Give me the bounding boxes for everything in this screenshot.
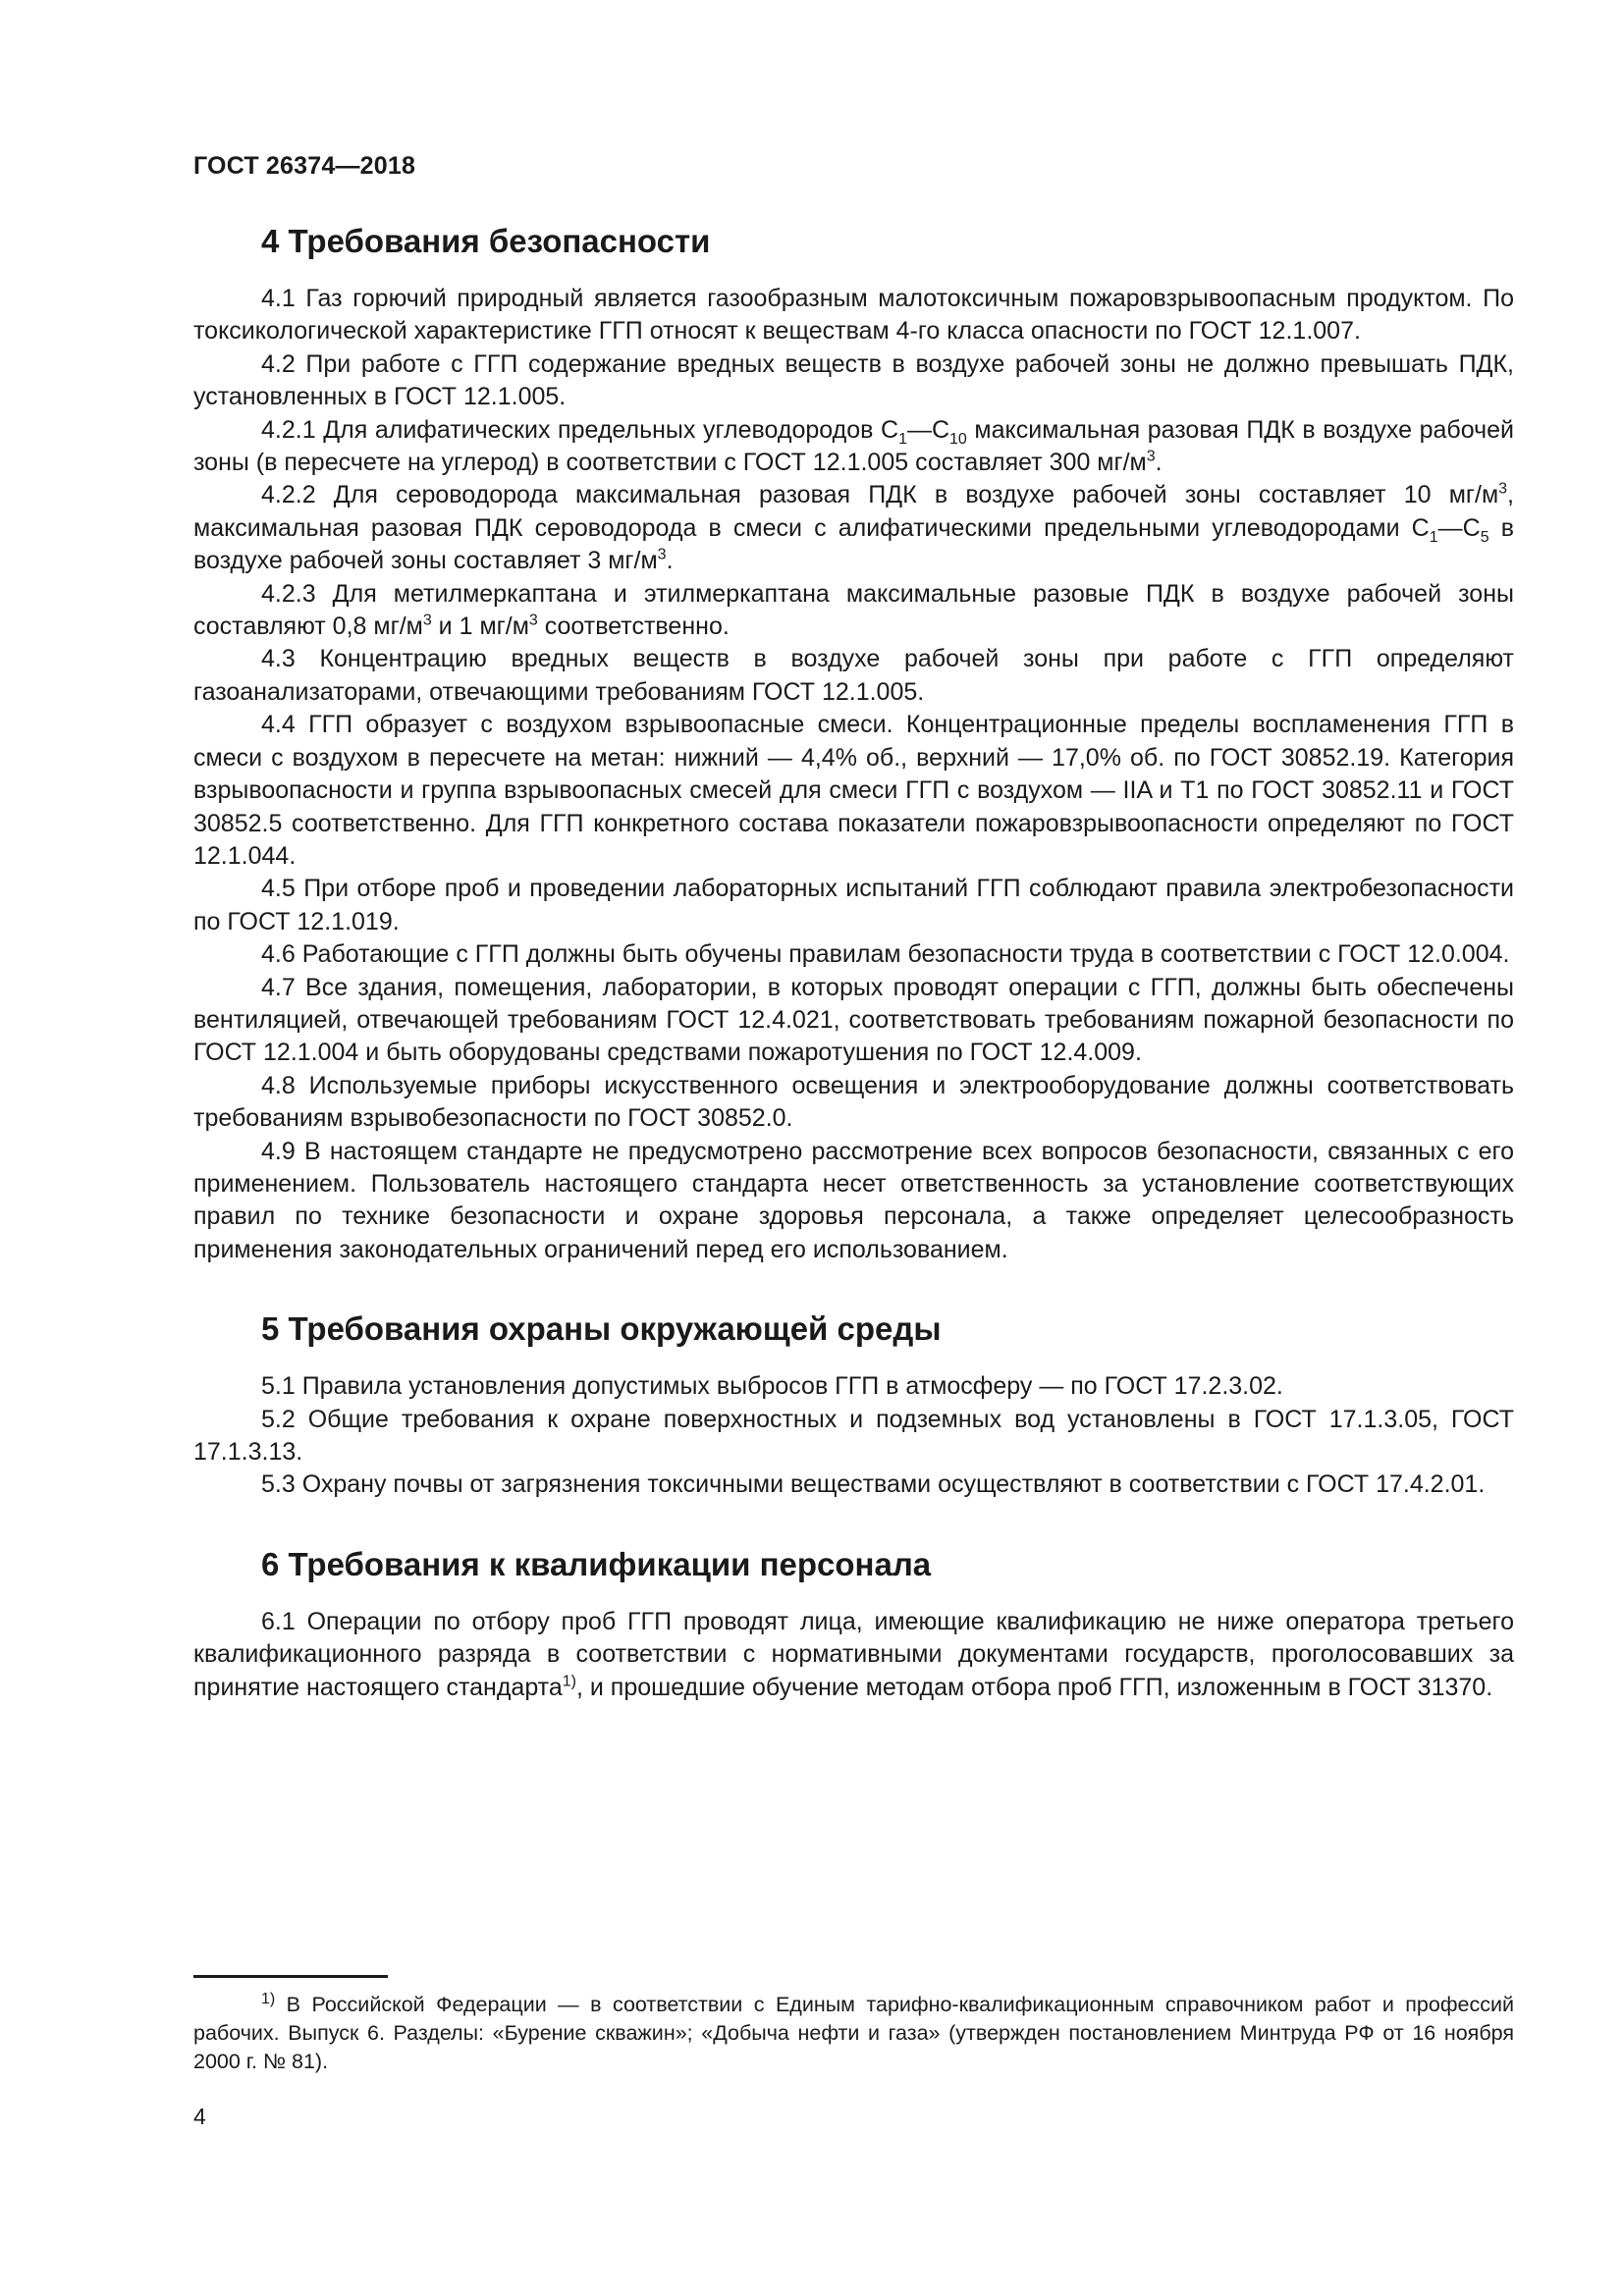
paragraph <box>193 972 1514 1070</box>
text-run: 5.3 Охрану почвы от загрязнения токсичными веществами осуществляют в соответствии с ГОСТ 17.4.2.01. <box>261 1470 1486 1499</box>
superscript: 3 <box>422 612 432 629</box>
text-run: . <box>1155 449 1163 477</box>
text-run: в воздухе рабочей зоны составляет 3 мг/м <box>193 513 1514 575</box>
text-run: , максимальная разовая ПДК сероводорода в смеси с алифатическими предельными углеводородами С <box>193 481 1514 542</box>
superscript: 3 <box>657 546 667 563</box>
text-run: 4.3 Концентрацию вредных веществ в воздухе рабочей зоны при работе с ГГП определяют газоанализаторами, отвечающими требованиям ГОСТ 12.1.005. <box>193 645 1514 706</box>
text-run: , и прошедшие обучение методам отбора проб ГГП, изложенным в ГОСТ 31370. <box>575 1673 1493 1701</box>
text-run: 5.1 Правила установления допустимых выбросов ГГП в атмосферу — по ГОСТ 17.2.3.02. <box>261 1372 1283 1401</box>
footnote-text: В Российской Федерации — в соответствии с Единым тарифно-квалификационным справочником работ и профессий рабочих. Выпуск 6. Разделы: «Бурение скважин»; «Добыча нефти и газа» (утвержден постановлением Минтруда РФ от 16 ноября 2000 г. № 81). <box>193 1993 1514 2073</box>
subscript: 1 <box>1429 528 1438 546</box>
paragraph <box>193 479 1514 577</box>
paragraph <box>193 578 1514 644</box>
subscript: 1 <box>898 430 907 448</box>
superscript: 3 <box>1498 481 1508 499</box>
text-run: 4.2.2 Для сероводорода максимальная разовая ПДК в воздухе рабочей зоны составляет 10 мг/м <box>261 481 1499 509</box>
text-run: и 1 мг/м <box>431 613 529 641</box>
subscript: 5 <box>1480 528 1489 546</box>
paragraph <box>193 643 1514 709</box>
paragraph <box>193 1404 1514 1469</box>
paragraph <box>193 414 1514 480</box>
text-run: —С <box>1437 513 1481 542</box>
text-run: 4.4 ГГП образует с воздухом взрывоопасные смеси. Концентрационные пределы воспламенения ГГП в смеси с воздухом в пересчете на метан: нижний — 4,4% об., верхний — 17,0% об. по ГОСТ 30852.19. Категория взрывоопасности и группа взрывоопасных смесей для смеси ГГП с воздухом — IIA и Т1 по ГОСТ 30852.11 и ГОСТ 30852.5 соответственно. Для ГГП конкретного состава показатели пожаровзрывоопасности определяют по ГОСТ 12.1.044. <box>193 711 1514 870</box>
section-6 <box>193 1537 1514 1704</box>
paragraph <box>193 1468 1514 1501</box>
text-run: 6.1 Операции по отбору проб ГГП проводят лица, имеющие квалификацию не ниже оператора третьего квалификационного разряда в соответствии с нормативными документами государств, проголосовавших за принятие настоящего стандарта <box>193 1607 1514 1701</box>
text-run: 5.2 Общие требования к охране поверхностных и подземных вод установлены в ГОСТ 17.1.3.05, ГОСТ 17.1.3.13. <box>193 1405 1514 1466</box>
section-title: 6 Требования к квалификации персонала <box>261 1545 932 1582</box>
text-run: 4.1 Газ горючий природный является газообразным малотоксичным пожаровзрывоопасным продуктом. По токсикологической характеристике ГГП относят к веществам 4-го класса опасности по ГОСТ 12.1.007. <box>193 285 1514 346</box>
paragraph <box>193 1136 1514 1267</box>
section-paragraphs <box>193 1606 1514 1704</box>
section-paragraphs <box>193 1370 1514 1502</box>
subscript: 10 <box>949 430 967 448</box>
paragraph <box>193 1606 1514 1704</box>
text-run: 4.2 При работе с ГГП содержание вредных веществ в воздухе рабочей зоны не должно превышать ПДК, установленных в ГОСТ 12.1.005. <box>193 349 1514 411</box>
section-4 <box>193 214 1514 1266</box>
text-run: 4.7 Все здания, помещения, лаборатории, в которых проводят операции с ГГП, должны быть обеспечены вентиляцией, отвечающей требованиям ГОСТ 12.4.021, соответствовать требованиям пожарной безопасности по ГОСТ 12.1.004 и быть оборудованы средствами пожаротушения по ГОСТ 12.4.009. <box>193 973 1514 1067</box>
paragraph <box>193 283 1514 348</box>
text-run: максимальная разовая ПДК в воздухе рабочей зоны (в пересчете на углерод) в соответствии с ГОСТ 12.1.005 составляет 300 мг/м <box>193 415 1514 477</box>
text-run: 4.5 При отборе проб и проведении лабораторных испытаний ГГП соблюдают правила электробезопасности по ГОСТ 12.1.019. <box>193 875 1514 935</box>
section-5 <box>193 1302 1514 1502</box>
section-paragraphs <box>193 283 1514 1266</box>
footnote-marker: 1) <box>261 1990 276 2007</box>
paragraph <box>193 1370 1514 1403</box>
paragraph <box>193 938 1514 971</box>
text-run: 4.2.3 Для метилмеркаптана и этилмеркаптана максимальные разовые ПДК в воздухе рабочей зоны составляют 0,8 мг/м <box>193 579 1514 641</box>
superscript: 3 <box>528 612 538 629</box>
page-number: 4 <box>193 2104 206 2129</box>
footnote <box>193 1991 1514 2076</box>
footnote-divider <box>193 1975 388 1978</box>
text-run: 4.9 В настоящем стандарте не предусмотрено рассмотрение всех вопросов безопасности, связанных с его применением. Пользователь настоящего стандарта несет ответственность за установление соответствующих правил по технике безопасности и охране здоровья персонала, а также определяет целесообразность применения законодательных ограничений перед его использованием. <box>193 1137 1514 1263</box>
paragraph <box>193 348 1514 414</box>
text-run: 4.2.1 Для алифатических предельных углеводородов С <box>261 415 899 444</box>
text-run: . <box>666 547 674 575</box>
text-run: —С <box>906 415 950 444</box>
text-run: соответственно. <box>537 613 730 641</box>
section-title: 4 Требования безопасности <box>261 223 711 259</box>
document-body <box>193 214 1514 1704</box>
paragraph <box>193 1070 1514 1136</box>
section-title: 5 Требования охраны окружающей среды <box>261 1310 942 1348</box>
paragraph <box>193 709 1514 873</box>
document-header: ГОСТ 26374—2018 <box>193 152 416 180</box>
text-run: 4.8 Используемые приборы искусственного освещения и электрооборудование должны соответствовать требованиям взрывобезопасности по ГОСТ 30852.0. <box>193 1071 1514 1133</box>
paragraph <box>193 873 1514 938</box>
superscript: 3 <box>1146 448 1156 465</box>
superscript: 1) <box>562 1673 576 1690</box>
text-run: 4.6 Работающие с ГГП должны быть обучены правилам безопасности труда в соответствии с ГОСТ 12.0.004. <box>261 940 1510 969</box>
